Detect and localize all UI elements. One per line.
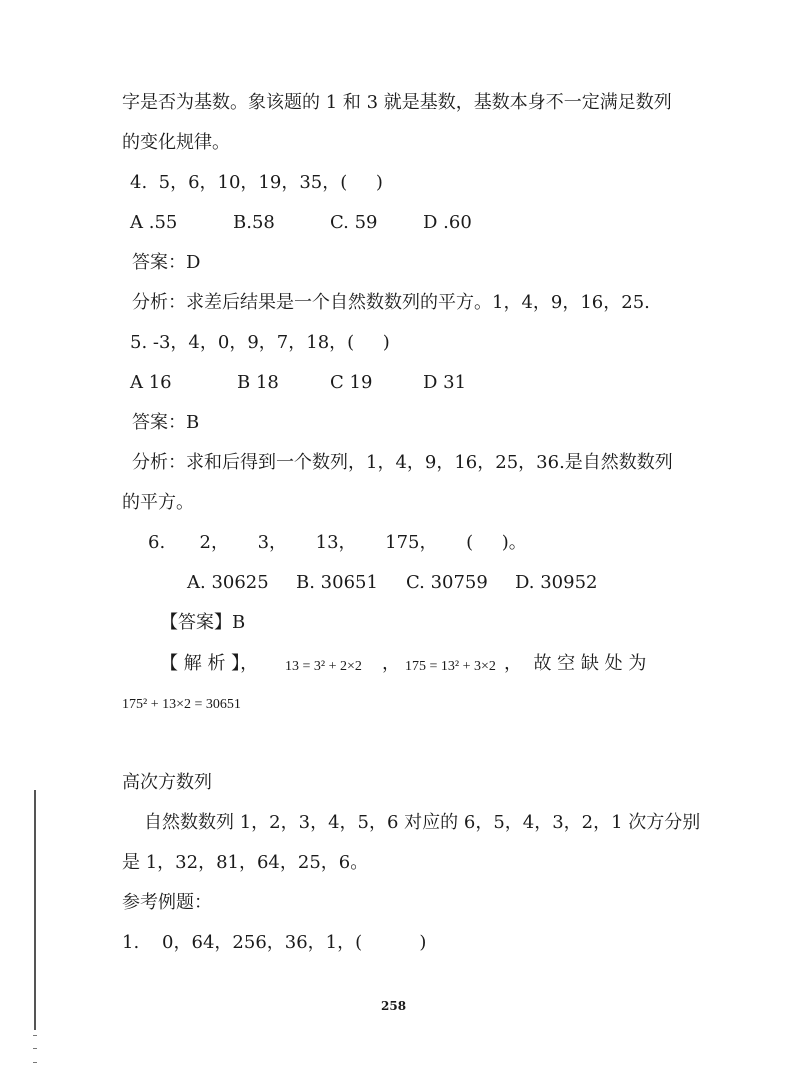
page-number: 258 (381, 999, 407, 1013)
analysis-label: 【 解 析 】， (160, 653, 259, 674)
answer: 【答案】B (160, 612, 246, 633)
option-a: A 16 (130, 372, 172, 393)
example-1: 1. 0，64，256，36，1，( ) (122, 932, 427, 953)
option-b: B. 30651 (296, 572, 378, 593)
option-b: B 18 (237, 372, 279, 393)
question-6: 6. 2， 3， 13， 175， ( )。 (148, 532, 527, 553)
option-d: D .60 (423, 212, 472, 233)
equation: 13 = 3² + 2×2 (285, 659, 362, 674)
analysis-continued: 的平方。 (122, 492, 194, 513)
option-c: C 19 (330, 372, 373, 393)
analysis: 分析：求和后得到一个数列，1，4，9，16，25，36.是自然数数列 (132, 452, 673, 473)
option-d: D. 30952 (515, 572, 598, 593)
margin-mark (33, 1048, 37, 1049)
option-c: C. 30759 (406, 572, 488, 593)
text-line: 的变化规律。 (122, 132, 230, 153)
option-b: B.58 (233, 212, 275, 233)
equation: 175² + 13×2 = 30651 (122, 697, 241, 712)
analysis: 分析：求差后结果是一个自然数数列的平方。1，4，9，16，25. (132, 292, 650, 313)
equation: 175 = 13² + 3×2 (405, 659, 496, 674)
separator: ， (382, 653, 400, 674)
answer: 答案：B (132, 412, 200, 433)
reference-heading: 参考例题： (122, 892, 212, 913)
question-5: 5. -3，4，0，9，7，18，( ) (130, 332, 390, 353)
answer: 答案：D (132, 252, 201, 273)
margin-scan-line (34, 790, 36, 1030)
margin-mark (33, 1062, 37, 1063)
option-a: A .55 (130, 212, 178, 233)
option-c: C. 59 (330, 212, 378, 233)
option-d: D 31 (423, 372, 467, 393)
section-paragraph: 自然数数列 1，2，3，4，5，6 对应的 6，5，4，3，2，1 次方分别 (144, 812, 701, 833)
text-line: 字是否为基数。象该题的 1 和 3 就是基数，基数本身不一定满足数列 (122, 92, 672, 113)
analysis-tail: ， 故 空 缺 处 为 (504, 653, 647, 674)
question-4: 4. 5，6，10，19，35，( ) (130, 172, 383, 193)
section-paragraph: 是 1，32，81，64，25，6。 (122, 852, 369, 873)
option-a: A. 30625 (187, 572, 269, 593)
margin-mark (33, 1035, 37, 1036)
section-title: 高次方数列 (122, 772, 212, 793)
